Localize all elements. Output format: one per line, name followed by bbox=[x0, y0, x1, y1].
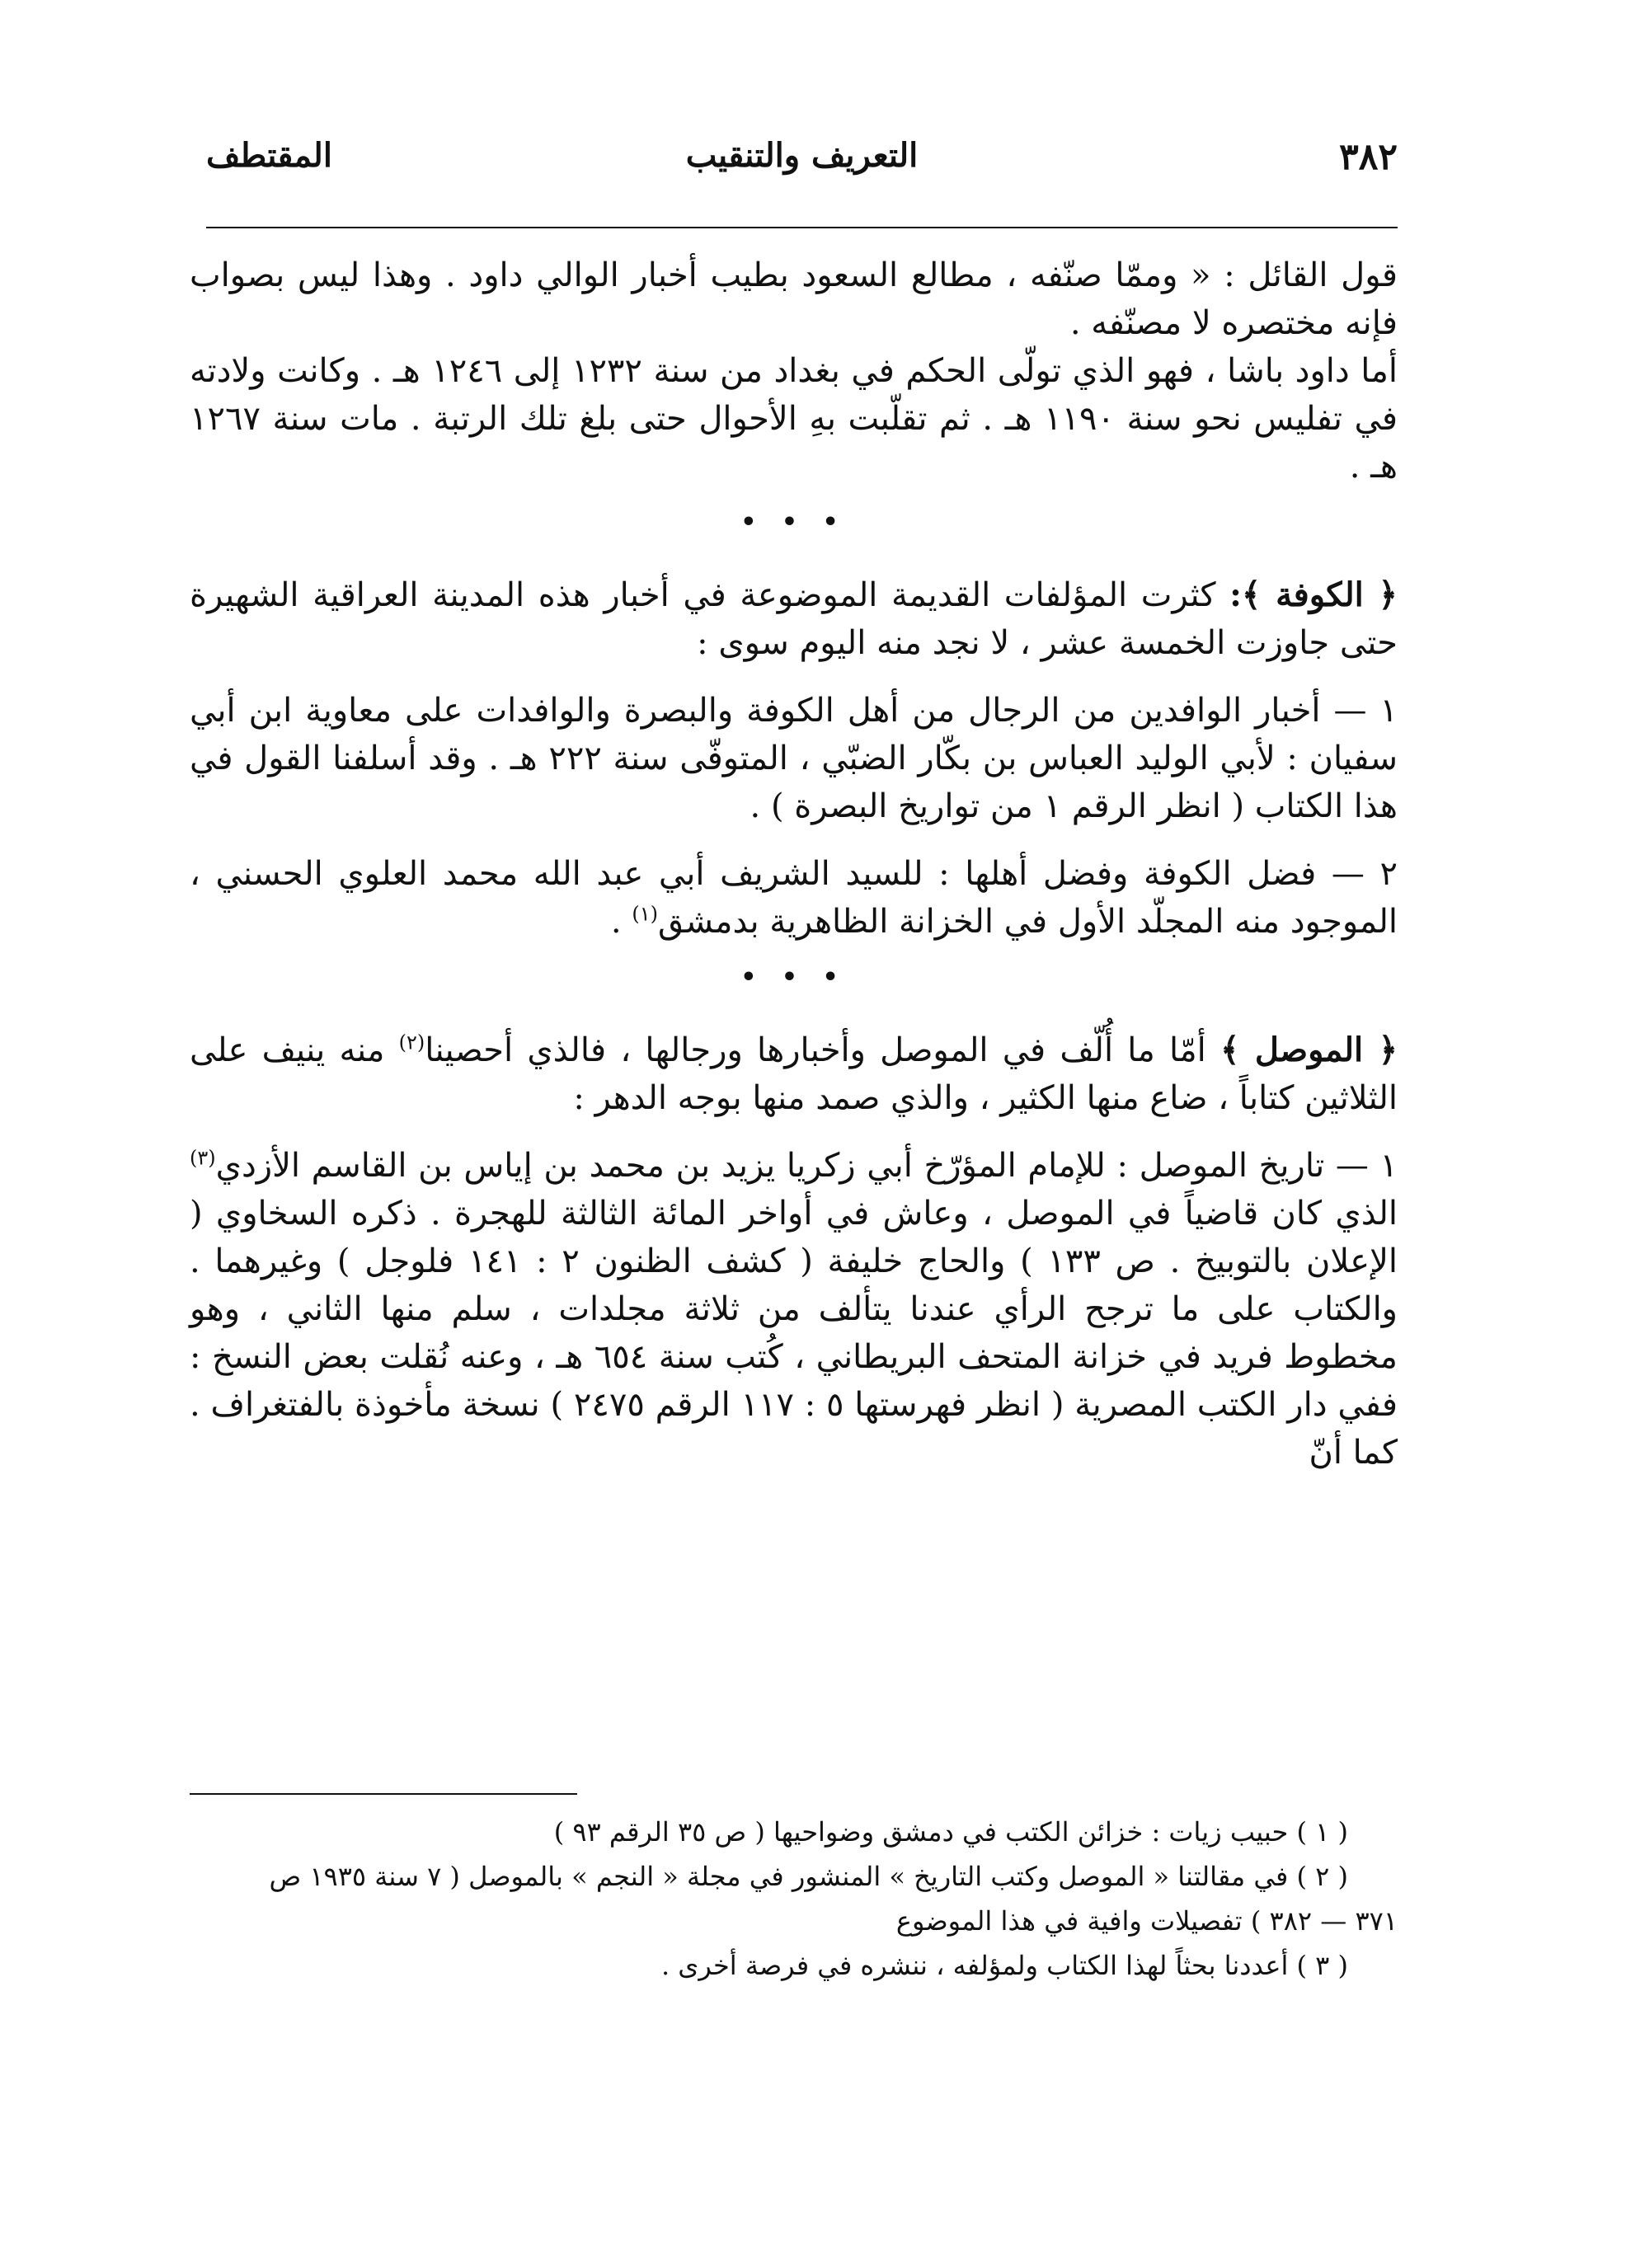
kufa-item-2 bbox=[190, 850, 1398, 946]
footnote-1: ( ١ ) حبيب زيات : خزائن الكتب في دمشق وضواحيها ( ص ٣٥ الرقم ٩٣ ) bbox=[553, 1816, 1348, 1848]
mosul-intro-b: منه ينيف على الثلاثين كتاباً ، ضاع منها الكثير ، والذي صمد منها بوجه الدهر : bbox=[190, 1031, 1398, 1117]
mosul-intro-a: أمّا ما أُلّف في الموصل وأخبارها ورجالها ، فالذي أحصينا bbox=[425, 1031, 1206, 1069]
footnote-2-cont: ٣٧١ — ٣٨٢ ) تفصيلات وافية في هذا الموضوع bbox=[895, 1905, 1398, 1937]
footnotes bbox=[190, 1810, 1398, 1988]
running-title: التعريف والتنقيب bbox=[685, 136, 919, 175]
paragraph-quote bbox=[190, 251, 1398, 347]
footnote-ref-3: (٣) bbox=[190, 1146, 216, 1170]
footnote-rule bbox=[190, 1793, 577, 1795]
paragraph-dawud-pasha: أما داود باشا ، فهو الذي تولّى الحكم في بغداد من سنة ١٢٣٢ إلى ١٢٤٦ هـ . وكانت ولادته في تفليس نحو سنة ١١٩٠ هـ . ثم تقلّبت بهِ الأحوال حتى بلغ تلك الرتبة . مات سنة ١٢٦٧ هـ . bbox=[190, 352, 1398, 486]
page-number: ٣٨٢ bbox=[1339, 136, 1398, 178]
footnote-ref-2: (٢) bbox=[398, 1031, 425, 1054]
quote-line-2: فإنه مختصره لا مصنّفه . bbox=[1069, 304, 1398, 342]
main-text bbox=[190, 251, 1398, 1477]
kufa-item-2-text: ٢ — فضل الكوفة وفضل أهلها : للسيد الشريف أبي عبد الله محمد العلوي الحسني ، الموجود منه المجلّد الأول في الخزانة الظاهرية بدمشق bbox=[190, 855, 1398, 941]
footnote-2: ( ٢ ) في مقالتنا « الموصل وكتب التاريخ » المنشور في مجلة « النجم » بالموصل ( ٧ سنة ١٩٣٥ ص bbox=[269, 1861, 1348, 1892]
mosul-intro bbox=[190, 1026, 1398, 1122]
mosul-item-1-a: ١ — تاريخ الموصل : للإمام المؤرّخ أبي زكريا يزيد بن محمد بن إياس بن القاسم الأزدي bbox=[215, 1147, 1398, 1185]
mosul-item-1-b: الذي كان قاضياً في الموصل ، وعاش في أواخر المائة الثالثة للهجرة . ذكره السخاوي ( الإعلان بالتوبيخ . ص ١٣٣ ) والحاج خليفة ( كشف الظنون ٢ : ١٤١ فلوجل ) وغيرهما . والكتاب على ما ترجح الرأي عندنا يتألف من ثلاثة مجلدات ، سلم منها الثاني ، وهو مخطوط فريد في خزانة المتحف البريطاني ، كُتب سنة ٦٥٤ هـ ، وعنه نُقلت بعض النسخ : ففي دار الكتب المصرية ( انظر فهرستها ٥ : ١١٧ الرقم ٢٤٧٥ ) نسخة مأخوذة بالفتغراف . كما أنّ bbox=[190, 1195, 1398, 1472]
kufa-item-1: ١ — أخبار الوافدين من الرجال من أهل الكوفة والبصرة والوافدات على معاوية ابن أبي سفيان : لأبي الوليد العباس بن بكّار الضبّي ، المتوفّى سنة ٢٢٢ هـ . وقد أسلفنا القول في هذا الكتاب ( انظر الرقم ١ من تواريخ البصرة ) . bbox=[190, 692, 1398, 825]
journal-name: المقتطف bbox=[206, 136, 332, 175]
section-separator: • • • bbox=[740, 508, 847, 537]
kufa-heading: ﴿ الكوفة ﴾: bbox=[1229, 575, 1398, 614]
mosul-heading: ﴿ الموصل ﴾ bbox=[1220, 1031, 1398, 1069]
header-rule bbox=[206, 227, 1398, 228]
kufa-intro bbox=[190, 571, 1398, 667]
section-separator-2: • • • bbox=[740, 963, 847, 992]
kufa-intro-text: كثرت المؤلفات القديمة الموضوعة في أخبار هذه المدينة العراقية الشهيرة حتى جاوزت الخمسة عشر ، لا نجد منه اليوم سوى : bbox=[190, 576, 1398, 662]
page-header bbox=[206, 136, 1398, 194]
footnote-3: ( ٣ ) أعددنا بحثاً لهذا الكتاب ولمؤلفه ، ننشره في فرصة أخرى . bbox=[660, 1950, 1348, 1981]
kufa-item-2-end: . bbox=[610, 903, 632, 941]
footnote-ref-1: (١) bbox=[632, 902, 658, 926]
quote-line-1: قول القائل : « وممّا صنّفه ، مطالع السعود بطيب أخبار الوالي داود . وهذا ليس بصواب bbox=[190, 256, 1398, 294]
mosul-item-1 bbox=[190, 1142, 1398, 1477]
